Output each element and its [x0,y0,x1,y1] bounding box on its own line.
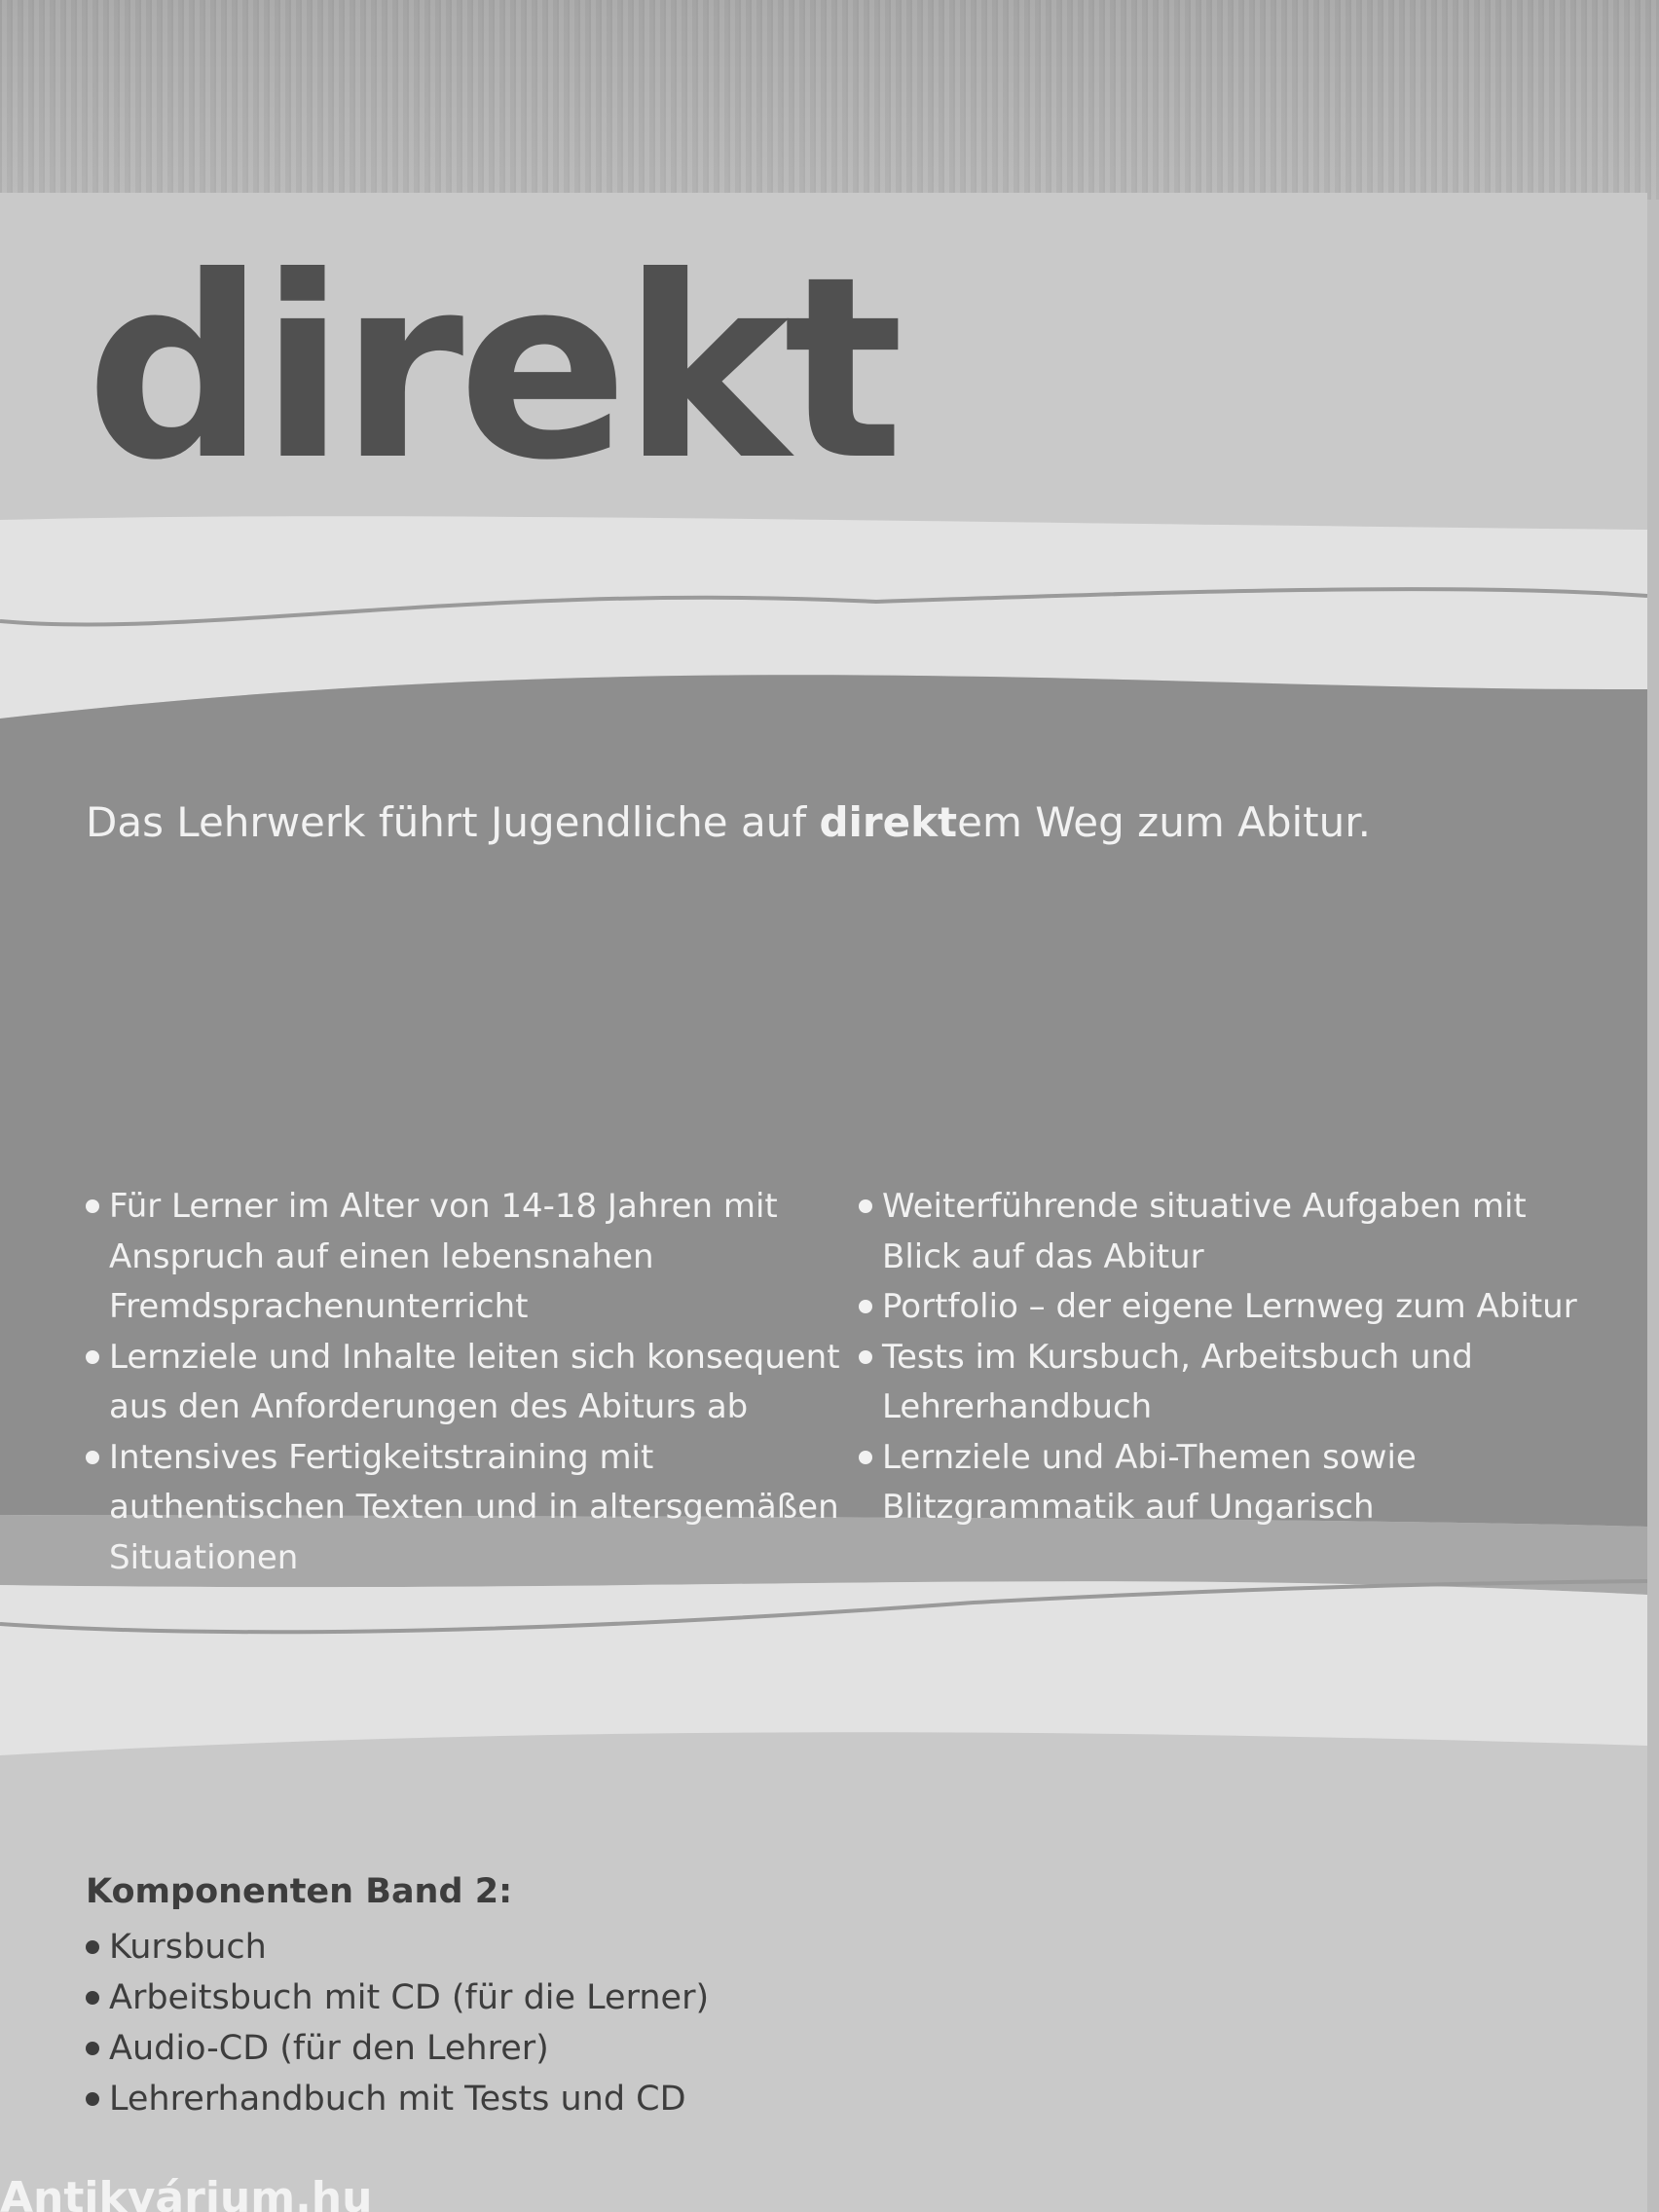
feature-item: Intensives Fertigkeitstraining mit authentischen Texten und in altersgemäßen Situationen [86,1433,845,1584]
component-item: Lehrerhandbuch mit Tests und CD [86,2074,709,2124]
feature-list-right [859,1182,1579,1533]
feature-item: Lernziele und Abi-Themen sowie Blitzgrammatik auf Ungarisch [859,1433,1579,1533]
component-item: Kursbuch [86,1922,709,1972]
components-list [86,1922,709,2124]
wooden-background [0,0,1659,200]
tagline [86,798,1371,846]
feature-item: Weiterführende situative Aufgaben mit Blick auf das Abitur [859,1182,1579,1282]
component-item: Arbeitsbuch mit CD (für die Lerner) [86,1972,709,2023]
feature-item: Für Lerner im Alter von 14-18 Jahren mit Anspruch auf einen lebensnahen Fremdsprachenunterricht [86,1182,845,1333]
book-title-logo: direkt [86,223,899,515]
feature-item: Tests im Kursbuch, Arbeitsbuch und Lehrerhandbuch [859,1333,1579,1433]
tagline-end: em Weg zum Abitur. [957,798,1372,846]
book-back-cover [0,193,1647,2212]
feature-item: Portfolio – der eigene Lernweg zum Abitur [859,1282,1579,1333]
tagline-start: Das Lehrwerk führt Jugendliche auf [86,798,820,846]
component-item: Audio-CD (für den Lehrer) [86,2023,709,2074]
components-heading: Komponenten Band 2: [86,1872,513,1911]
feature-item: Lernziele und Inhalte leiten sich konsequent aus den Anforderungen des Abiturs ab [86,1333,845,1433]
tagline-emphasis: direkt [819,798,958,846]
watermark-stamp: Antikvárium.hu [0,2177,373,2212]
feature-list-left [86,1182,845,1583]
components-section [86,1867,709,2124]
